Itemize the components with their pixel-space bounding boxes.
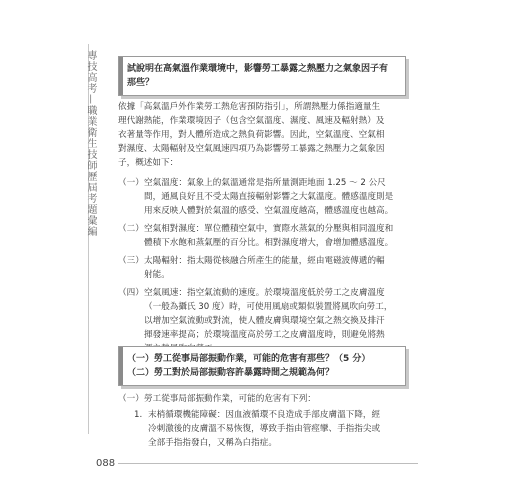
item-text: [144, 254, 385, 282]
item-number: （二）: [118, 224, 144, 234]
item-text: [144, 176, 393, 218]
item-line: 射能。: [144, 270, 170, 280]
item-number: （一）: [118, 178, 144, 188]
item-line: 太陽輻射：指太陽從核融合所產生的能量，經由電磁波傳遞的輻: [144, 256, 385, 266]
item-line: 間，通風良好且不受太陽直接輻射影響之大氣溫度。體感溫度則是: [144, 192, 394, 202]
question-1-line: 試說明在高氣溫作業環境中，影響勞工暴露之熱壓力之氣象因子有: [127, 64, 389, 74]
footer-divider: [118, 463, 418, 464]
item-line: 空氣風速：指空氣流動的速度。於環境溫度低於勞工之皮膚溫度: [144, 288, 385, 298]
intro-line: 依據「高氣溫戶外作業勞工熱危害預防指引」，所謂熱壓力係指適量生: [118, 102, 381, 112]
question-box-accent: [119, 347, 123, 385]
item-number: （一）: [118, 394, 144, 404]
subitem-number: 1.: [134, 410, 143, 420]
page-number: 088: [96, 458, 116, 469]
item-line: 以增加空氣流動或對流，使人體皮膚與環境空氣之熱交換及排汗: [144, 316, 385, 326]
item-text: [144, 222, 393, 250]
question-2-line: （一）勞工從事局部振動作業，可能的危害有那些？（5 分）: [127, 354, 371, 364]
question-box-accent: [119, 57, 123, 95]
question-1-line: 那些？: [127, 78, 155, 88]
item-line: 空氣溫度：氣象上的氣溫通常是指所量測距地面 1.25 ～ 2 公尺: [144, 178, 386, 188]
subitem-line: 冷刺激後的皮膚溫不易恢復，導致手指由管痙攣、手指指尖或: [148, 424, 381, 434]
item-number: （四）: [118, 288, 144, 298]
item-line: 揮發速率提高；於環境溫度高於勞工之皮膚溫度時，則避免將熱: [144, 330, 385, 340]
question-box-2: [118, 346, 406, 386]
intro-line: 理代謝熱能，作業環境因子（包含空氣溫度、濕度、風速及輻射熱）及: [118, 116, 385, 126]
subitem-line: 全部手指指發白，又稱為白指症。: [148, 438, 277, 448]
subitem-line: 末梢循環機能障礙：因血液循環不良造成手部皮膚溫下降，經: [148, 410, 381, 420]
item-line: 空氣相對濕度：單位體積空氣中，實際水蒸氣的分壓與相同溫度和: [144, 224, 394, 234]
item-line: 用來反映人體對於氣溫的感受、空氣溫度越高，體感溫度也越高。: [144, 206, 394, 216]
intro-line: 衣著量等作用，對人體所造成之熱負荷影響。因此，空氣溫度、空氣相: [118, 130, 385, 140]
intro-line: 子，概述如下：: [118, 158, 179, 168]
question-box-1: [118, 56, 406, 96]
item-line: 體積下水飽和蒸氣壓的百分比。相對濕度增大，會增加體感溫度。: [144, 238, 394, 248]
item-line: （一般為攝氏 30 度）時，可使用風扇或類似裝置將風吹向勞工，: [144, 302, 393, 312]
running-header: 專技高考—職業衛生技師歷屆考題彙編: [85, 50, 96, 237]
intro-line: 對濕度、太陽輻射及空氣風速四項乃為影響勞工暴露之熱壓力之氣象因: [118, 144, 385, 154]
answer-1-intro: [118, 100, 408, 170]
item-text: 勞工從事局部振動作業，可能的危害有下列：: [144, 394, 316, 404]
question-2-line: （二）勞工對於局部振動容許暴露時間之規範為何？: [127, 368, 335, 378]
item-number: （三）: [118, 256, 144, 266]
subitem-text: [148, 408, 380, 450]
